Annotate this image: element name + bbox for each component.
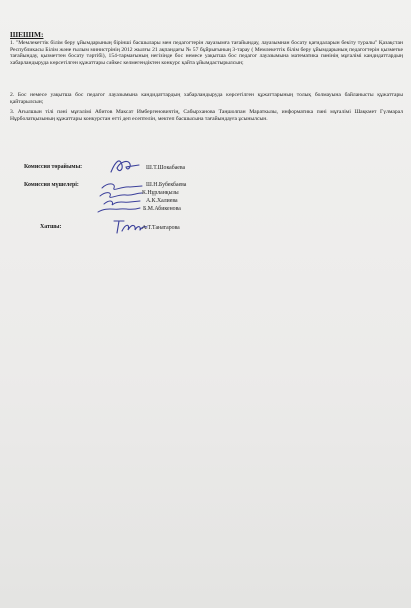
decision-item-3: 3. Ағылшын тілі пәні мұғалімі Абитов Максат Имбергеновичтің, Сабырханова Таңшолпан Мараткызы, информатика пәні мұғалімі Шақкмет Гүлмарал Нұрболатқызының құжаттары конкурстан өтті деп есептелін, мектеп басшысына тағайындауға ұсынылсын.	[10, 109, 403, 122]
decision-item-2: 2. Бос немесе уақытша бос педагог лауазымына кандидаттардың хабарландыруда көрсетілген құжаттарының толық болмауына байланысты құжаттары қайтарылсын;	[10, 92, 403, 105]
member-name-4: Б.М.Абикенова	[143, 206, 181, 212]
decision-item-1: 1. "Мемлекеттік білім беру ұйымдарының бірінші басшылары мен педагогтерін лауазымға тағайындау, лауазымнан босату қағидаларын бекіту туралы" Қазақстан Республикасы Білім және ғылым министрінің 2012 жылғы 21 ақпандағы № 57 бұйрығының 3-тарау ( Мемлекеттік білім беру ұйымдарының педагогтерін қызметке тағайындау, қызметтен босату тәртібі), 154-тармағының негізінде бос немесе уақытша бос педагог лауазымына математика пәнінің мұғалімі кандидаттардың хабарландыруда көрсетілген құжаттары сәйкес келмегендіктен конкурс қайта ұйымдастырылсын;	[10, 40, 403, 66]
member-name-1: Ш.Н.Бубекбаева	[146, 182, 187, 188]
decision-heading: ШЕШІМ:	[10, 30, 44, 39]
chair-signature	[108, 156, 142, 176]
member-name-2: К.Нұрланқызы	[142, 190, 179, 196]
secretary-name: А.Т.Танатарова	[142, 225, 180, 231]
members-signatures	[96, 180, 146, 218]
member-name-3: А.К.Халиева	[146, 198, 178, 204]
members-label: Комиссия мүшелері:	[24, 182, 79, 188]
chair-label: Комиссия төрайымы:	[24, 164, 83, 170]
secretary-label: Хатшы:	[40, 224, 62, 230]
chair-name: Ш.Т.Шокабаева	[146, 165, 186, 171]
